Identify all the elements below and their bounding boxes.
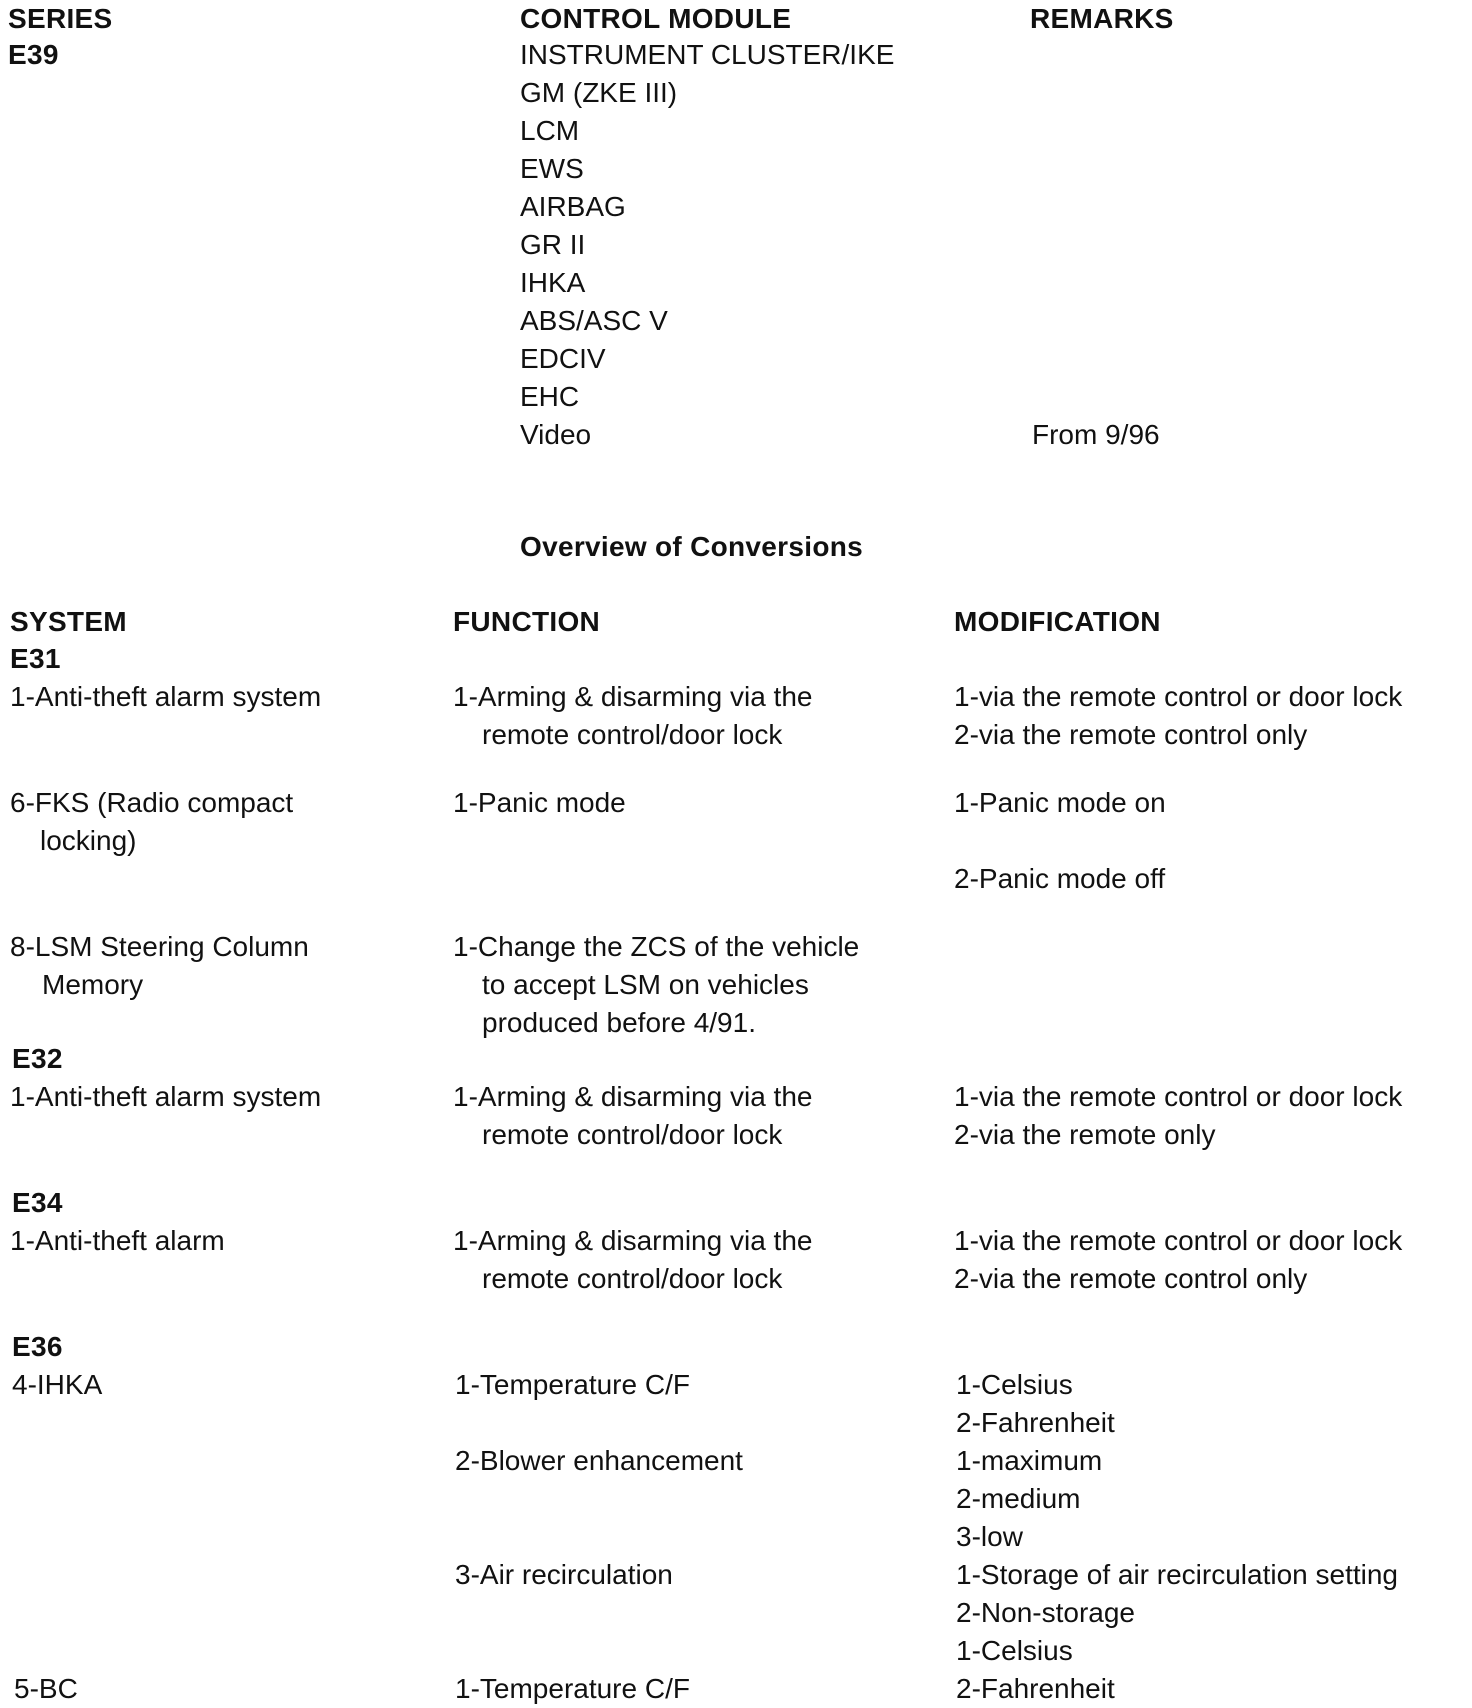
module-item: AIRBAG <box>520 191 626 222</box>
system-header: SYSTEM <box>10 606 127 637</box>
modification-cell: 2-via the remote control only <box>954 719 1308 750</box>
modification-cell: 1-via the remote control or door lock <box>954 1225 1403 1256</box>
series-header: SERIES <box>8 3 113 34</box>
function-cell: 1-Panic mode <box>453 787 626 818</box>
video-remark: From 9/96 <box>1032 419 1160 450</box>
modification-cell: 2-Fahrenheit <box>956 1673 1115 1704</box>
function-cell: remote control/door lock <box>482 719 783 750</box>
module-item: EWS <box>520 153 584 184</box>
modification-cell: 1-Celsius <box>956 1635 1073 1666</box>
series-e36: E36 <box>12 1331 63 1362</box>
modification-cell: 3-low <box>956 1521 1023 1552</box>
system-cell: 1-Anti-theft alarm <box>10 1225 225 1256</box>
function-cell: produced before 4/91. <box>482 1007 756 1038</box>
modification-cell: 1-Celsius <box>956 1369 1073 1400</box>
control-module-header: CONTROL MODULE <box>520 3 792 34</box>
modification-cell: 1-via the remote control or door lock <box>954 1081 1403 1112</box>
modification-cell: 2-via the remote only <box>954 1119 1216 1150</box>
module-item: EDCIV <box>520 343 606 374</box>
modification-cell: 1-Panic mode on <box>954 787 1166 818</box>
system-cell: 5-BC <box>14 1673 78 1704</box>
remarks-header: REMARKS <box>1030 3 1174 34</box>
module-item: LCM <box>520 115 580 146</box>
module-item: GR II <box>520 229 586 260</box>
function-cell: 2-Blower enhancement <box>455 1445 743 1476</box>
series-e31: E31 <box>10 643 61 674</box>
modification-cell: 1-maximum <box>956 1445 1103 1476</box>
module-item: IHKA <box>520 267 586 298</box>
system-cell: 4-IHKA <box>12 1369 103 1400</box>
function-cell: 3-Air recirculation <box>455 1559 673 1590</box>
system-cell: 6-FKS (Radio compact <box>10 787 294 818</box>
function-cell: 1-Change the ZCS of the vehicle <box>453 931 860 962</box>
modification-cell: 2-via the remote control only <box>954 1263 1308 1294</box>
series-e39: E39 <box>8 39 59 70</box>
system-cell: locking) <box>40 825 137 856</box>
system-cell: 1-Anti-theft alarm system <box>10 681 322 712</box>
function-cell: remote control/door lock <box>482 1119 783 1150</box>
modification-cell: 2-Panic mode off <box>954 863 1166 894</box>
module-item: INSTRUMENT CLUSTER/IKE <box>520 39 895 70</box>
module-item: GM (ZKE III) <box>520 77 678 108</box>
modification-cell: 2-Fahrenheit <box>956 1407 1115 1438</box>
function-cell: 1-Arming & disarming via the <box>453 1225 813 1256</box>
series-e32: E32 <box>12 1043 63 1074</box>
modification-cell: 1-Storage of air recirculation setting <box>956 1559 1398 1590</box>
function-cell: 1-Arming & disarming via the <box>453 681 813 712</box>
modification-header: MODIFICATION <box>954 606 1161 637</box>
module-item: ABS/ASC V <box>520 305 668 336</box>
section-title: Overview of Conversions <box>520 531 864 562</box>
function-cell: 1-Arming & disarming via the <box>453 1081 813 1112</box>
function-cell: to accept LSM on vehicles <box>482 969 809 1000</box>
modification-cell: 2-Non-storage <box>956 1597 1135 1628</box>
function-cell: 1-Temperature C/F <box>455 1673 690 1704</box>
system-cell: 8-LSM Steering Column <box>10 931 309 962</box>
series-e34: E34 <box>12 1187 63 1218</box>
function-cell: 1-Temperature C/F <box>455 1369 690 1400</box>
modification-cell: 1-via the remote control or door lock <box>954 681 1403 712</box>
system-cell: 1-Anti-theft alarm system <box>10 1081 322 1112</box>
function-header: FUNCTION <box>453 606 601 637</box>
modification-cell: 2-medium <box>956 1483 1081 1514</box>
system-cell: Memory <box>42 969 144 1000</box>
module-item: EHC <box>520 381 580 412</box>
module-item: Video <box>520 419 592 450</box>
function-cell: remote control/door lock <box>482 1263 783 1294</box>
